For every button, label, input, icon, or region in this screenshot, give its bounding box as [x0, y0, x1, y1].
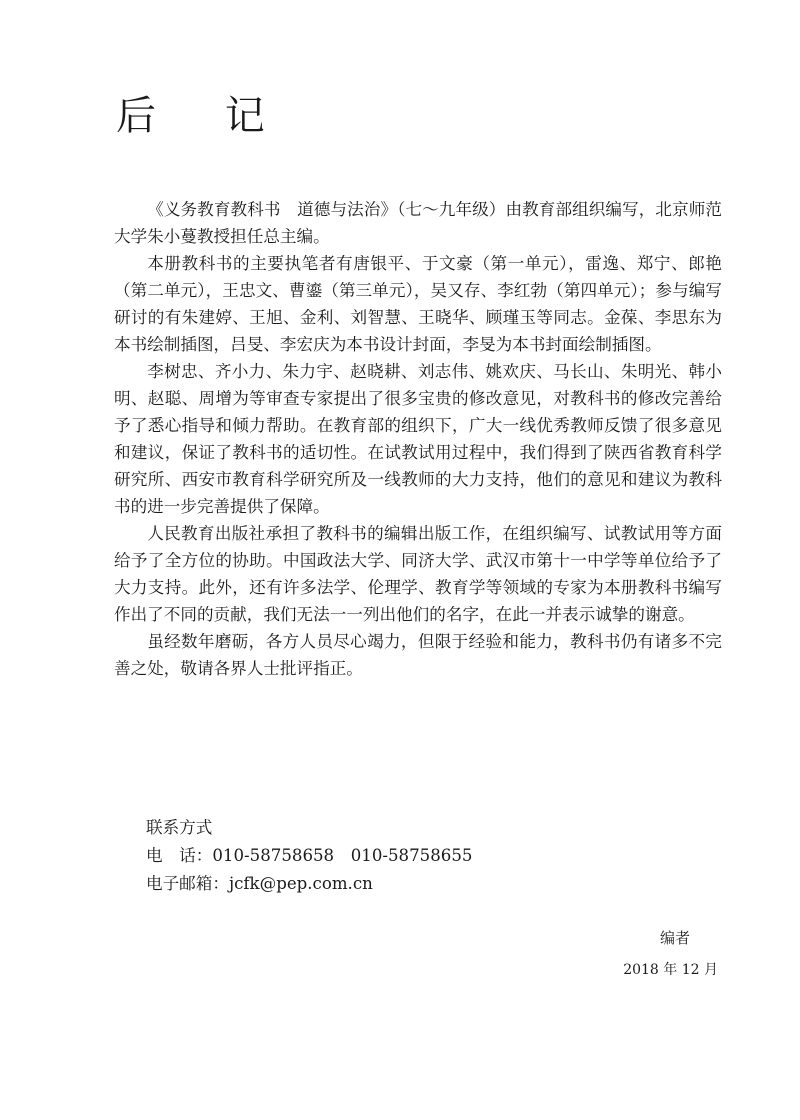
email-colon: ：: [212, 874, 229, 893]
contact-phone-row: [146, 842, 472, 870]
contact-heading: 联系方式: [146, 818, 213, 837]
phone-colon: ：: [195, 846, 213, 865]
page-title: 后 记: [116, 93, 293, 139]
paragraph: 李树忠、齐小力、朱力宇、赵晓耕、刘志伟、姚欢庆、马长山、朱明光、韩小明、赵聪、周增为等审查专家提出了很多宝贵的修改意见，对教科书的修改完善给予了悉心指导和倾力帮助。在教育部的组织下，广大一线优秀教师反馈了很多意见和建议，保证了教科书的适切性。在试教试用过程中，我们得到了陕西省教育科学研究所、西安市教育科学研究所及一线教师的大力支持，他们的意见和建议为教科书的进一步完善提供了保障。: [114, 362, 722, 516]
email-label: 电子邮箱: [146, 874, 213, 893]
afterword-body: [114, 196, 722, 682]
paragraph: 本册教科书的主要执笔者有唐银平、于文豪（第一单元），雷逸、郑宁、郎艳（第二单元），王忠文、曹鎏（第三单元），吴又存、李红勃（第四单元）；参与编写研讨的有朱建婷、王旭、金利、刘智慧、王晓华、顾瑾玉等同志。金葆、李思东为本书绘制插图，吕旻、李宏庆为本书设计封面，李旻为本书封面绘制插图。: [114, 254, 722, 354]
signature: 编者: [659, 929, 690, 947]
contact-email-row: [146, 870, 472, 898]
phone-value: 010-58758658 010-58758655: [212, 846, 473, 865]
phone-label: 电 话: [146, 846, 196, 865]
paragraph: 《义务教育教科书 道德与法治》（七～九年级）由教育部组织编写，北京师范大学朱小蔓教授担任总主编。: [114, 200, 722, 246]
paragraph: 虽经数年磨砺，各方人员尽心竭力，但限于经验和能力，教科书仍有诸多不完善之处，敬请各界人士批评指正。: [114, 632, 722, 678]
contact-block: [146, 814, 472, 898]
email-value: jcfk@pep.com.cn: [228, 874, 373, 893]
date: 2018 年 12 月: [623, 962, 718, 978]
paragraph: 人民教育出版社承担了教科书的编辑出版工作，在组织编写、试教试用等方面给予了全方位的协助。中国政法大学、同济大学、武汉市第十一中学等单位给予了大力支持。此外，还有许多法学、伦理学、教育学等领域的专家为本册教科书编写作出了不同的贡献，我们无法一一列出他们的名字，在此一并表示诚挚的谢意。: [114, 524, 722, 624]
